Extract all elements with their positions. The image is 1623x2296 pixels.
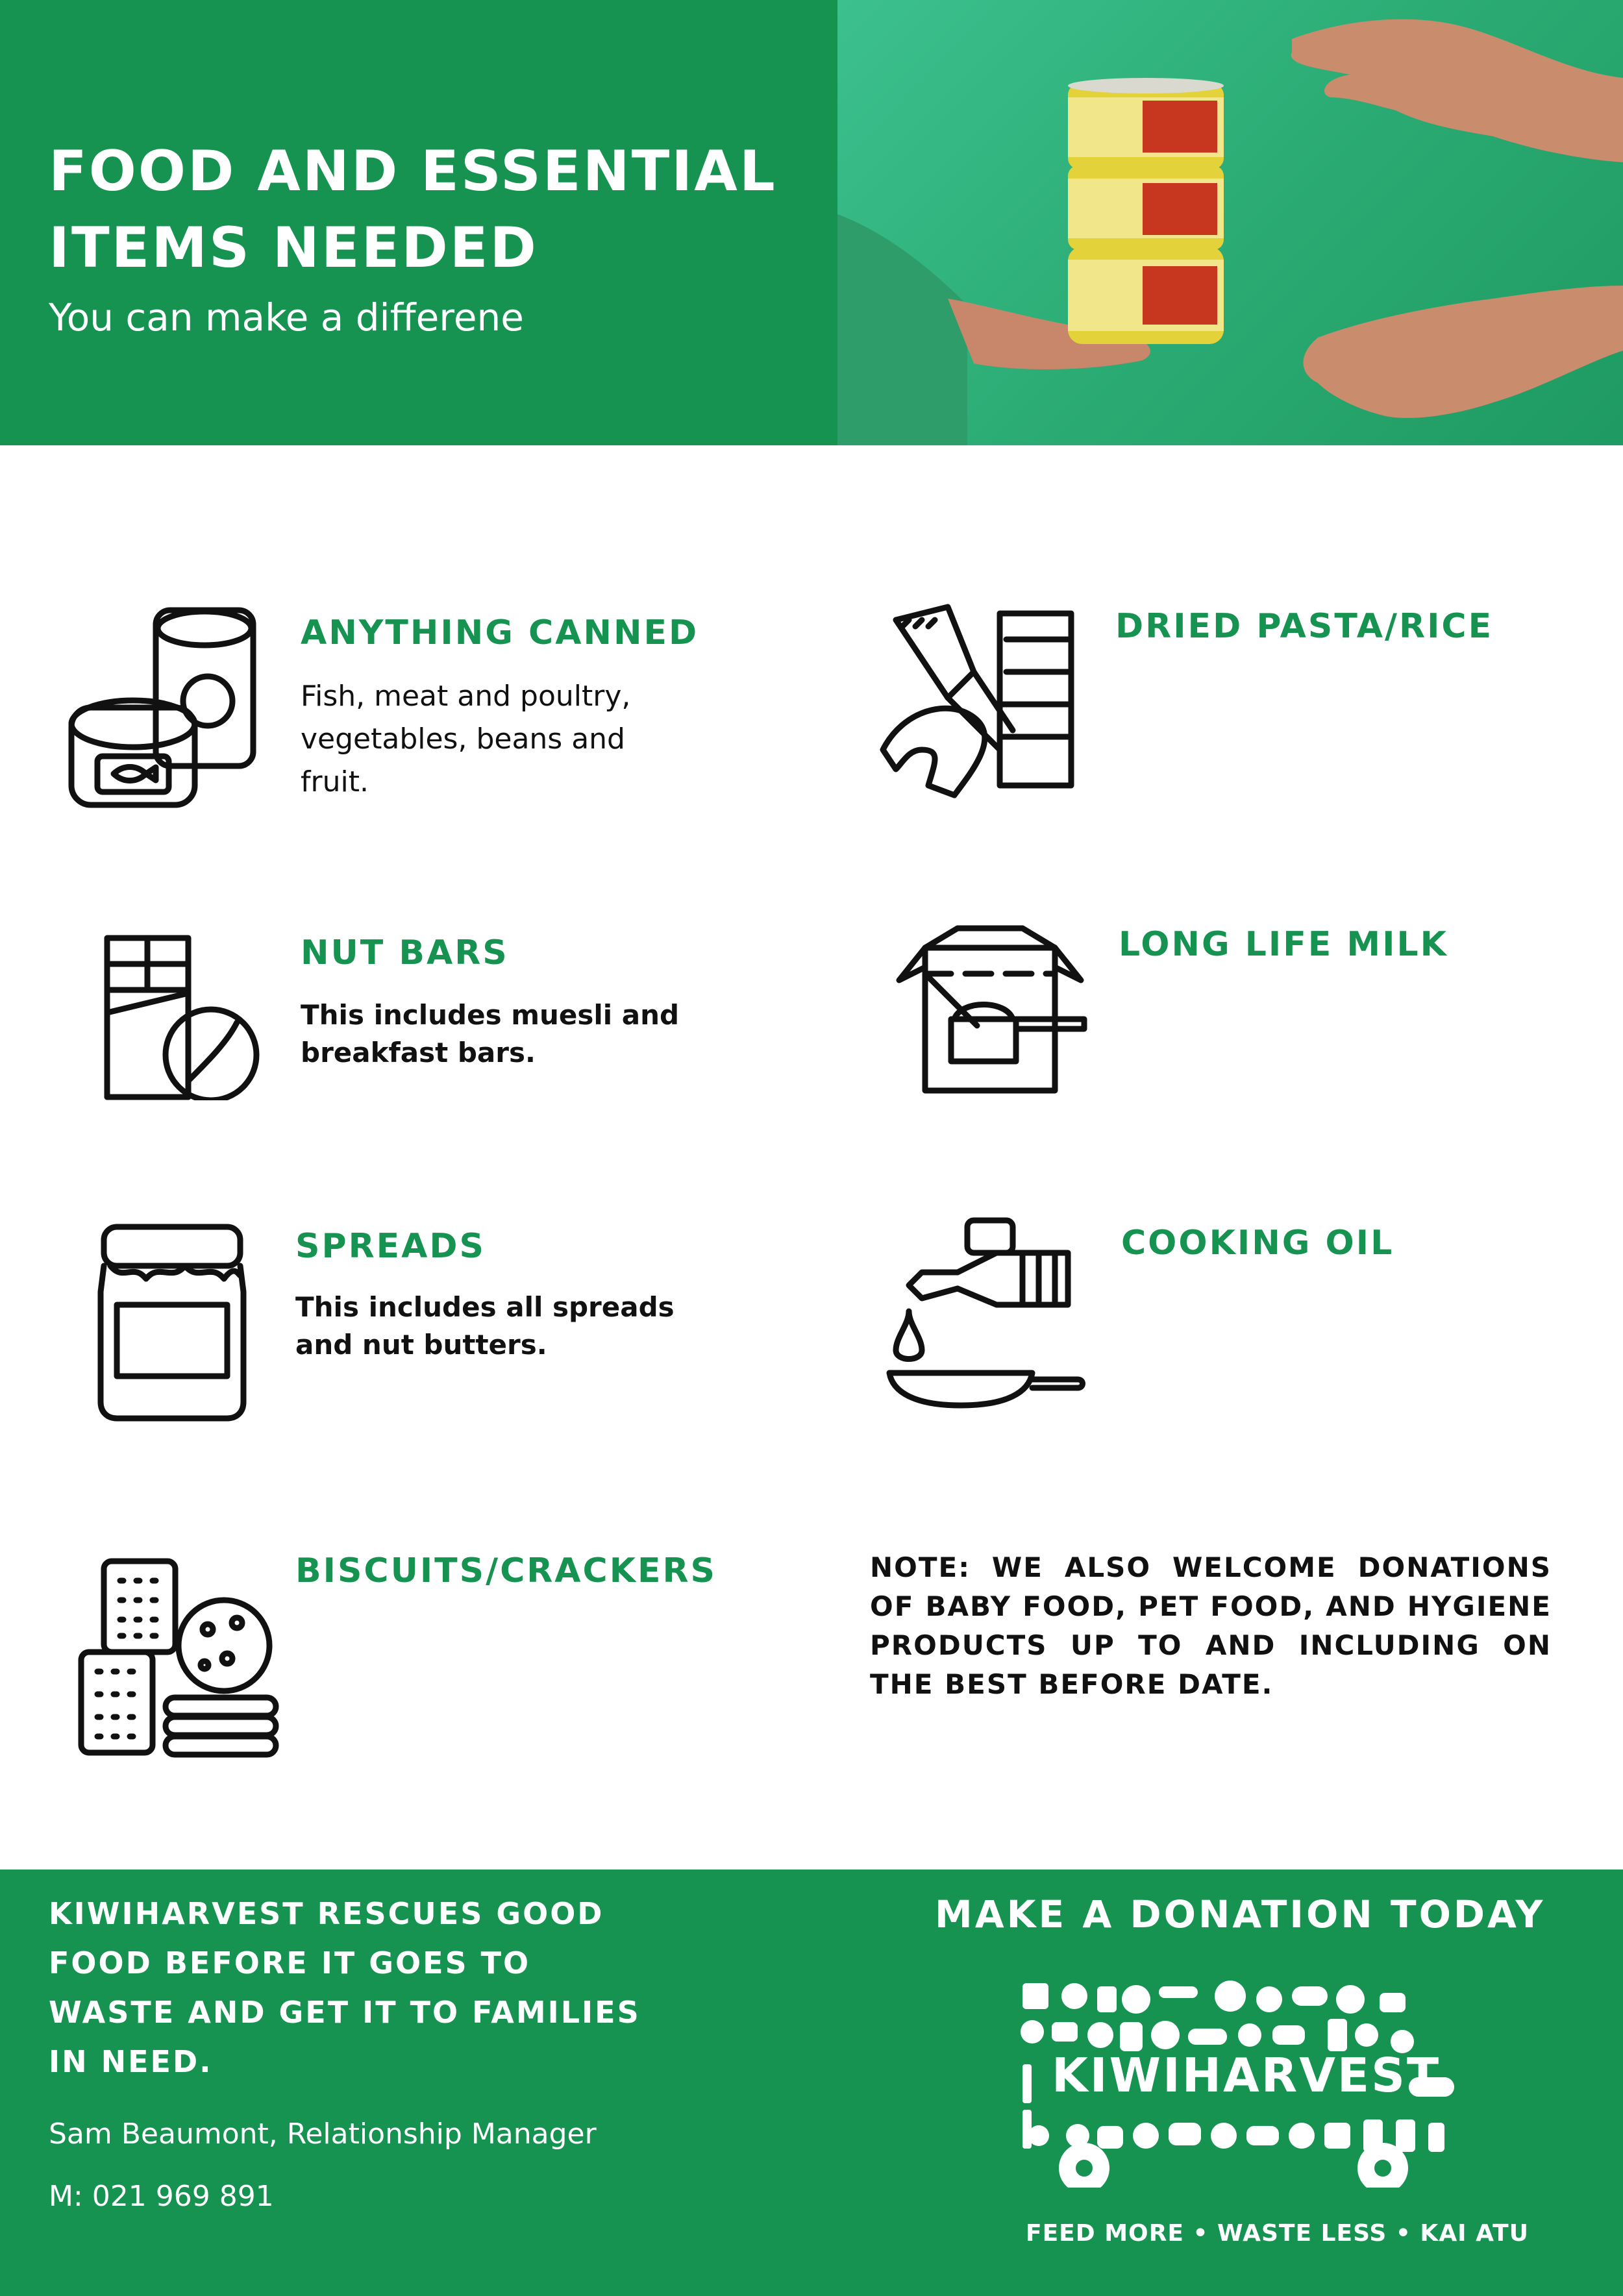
item-title-pasta: DRIED PASTA/RICE xyxy=(1115,607,1494,646)
biscuits-icon xyxy=(75,1555,282,1762)
oil-bottle-icon xyxy=(883,1214,1091,1415)
hero-photo xyxy=(837,0,1623,445)
desc-line: fruit. xyxy=(301,765,369,798)
brand-tagline: FEED MORE • WASTE LESS • KAI ATU xyxy=(1026,2220,1529,2247)
canned-food-icon xyxy=(65,604,266,811)
hands-with-cans-illustration xyxy=(837,0,1623,445)
mission-line: IN NEED. xyxy=(49,2044,213,2079)
item-title-spreads: SPREADS xyxy=(295,1227,486,1266)
nut-bar-icon xyxy=(97,932,266,1100)
item-desc-nut-bars xyxy=(301,996,679,1072)
contact-name: Sam Beaumont, Relationship Manager xyxy=(49,2117,597,2151)
desc-line: vegetables, beans and xyxy=(301,722,625,756)
desc-line: and nut butters. xyxy=(295,1329,547,1361)
item-title-cooking-oil: COOKING OIL xyxy=(1121,1224,1394,1263)
mission-line: FOOD BEFORE IT GOES TO xyxy=(49,1945,531,1981)
donation-cta[interactable]: MAKE A DONATION TODAY xyxy=(935,1892,1546,1936)
mission-statement xyxy=(49,1889,659,2086)
jar-icon xyxy=(94,1220,250,1422)
title-line-1: FOOD AND ESSENTIAL xyxy=(49,139,777,204)
item-title-biscuits: BISCUITS/CRACKERS xyxy=(295,1551,717,1590)
pasta-icon xyxy=(876,600,1084,808)
item-desc-canned xyxy=(301,675,630,804)
title-line-2: ITEMS NEEDED xyxy=(49,216,538,280)
desc-line: Fish, meat and poultry, xyxy=(301,680,631,713)
desc-line: This includes all spreads xyxy=(295,1291,675,1323)
milk-carton-icon xyxy=(886,922,1094,1097)
brand-name: KIWIHARVEST xyxy=(1052,2048,1441,2103)
mission-line: KIWIHARVEST RESCUES GOOD xyxy=(49,1896,604,1931)
item-title-nut-bars: NUT BARS xyxy=(301,933,509,972)
item-title-canned: ANYTHING CANNED xyxy=(301,613,699,652)
page-title xyxy=(49,133,828,286)
donation-note: NOTE: WE ALSO WELCOME DONATIONS OF BABY FOOD, PET FOOD, AND HYGIENE PRODUCTS UP TO AND INCLUDING ON THE BEST BEFORE DATE. xyxy=(870,1551,1552,1700)
mission-line: WASTE AND GET IT TO FAMILIES xyxy=(49,1995,641,2030)
item-desc-spreads xyxy=(295,1289,675,1364)
desc-line: This includes muesli and xyxy=(301,999,680,1031)
contact-phone[interactable]: M: 021 969 891 xyxy=(49,2180,274,2213)
desc-line: breakfast bars. xyxy=(301,1037,536,1068)
item-title-milk: LONG LIFE MILK xyxy=(1119,925,1448,964)
page-subtitle: You can make a differene xyxy=(49,295,524,339)
